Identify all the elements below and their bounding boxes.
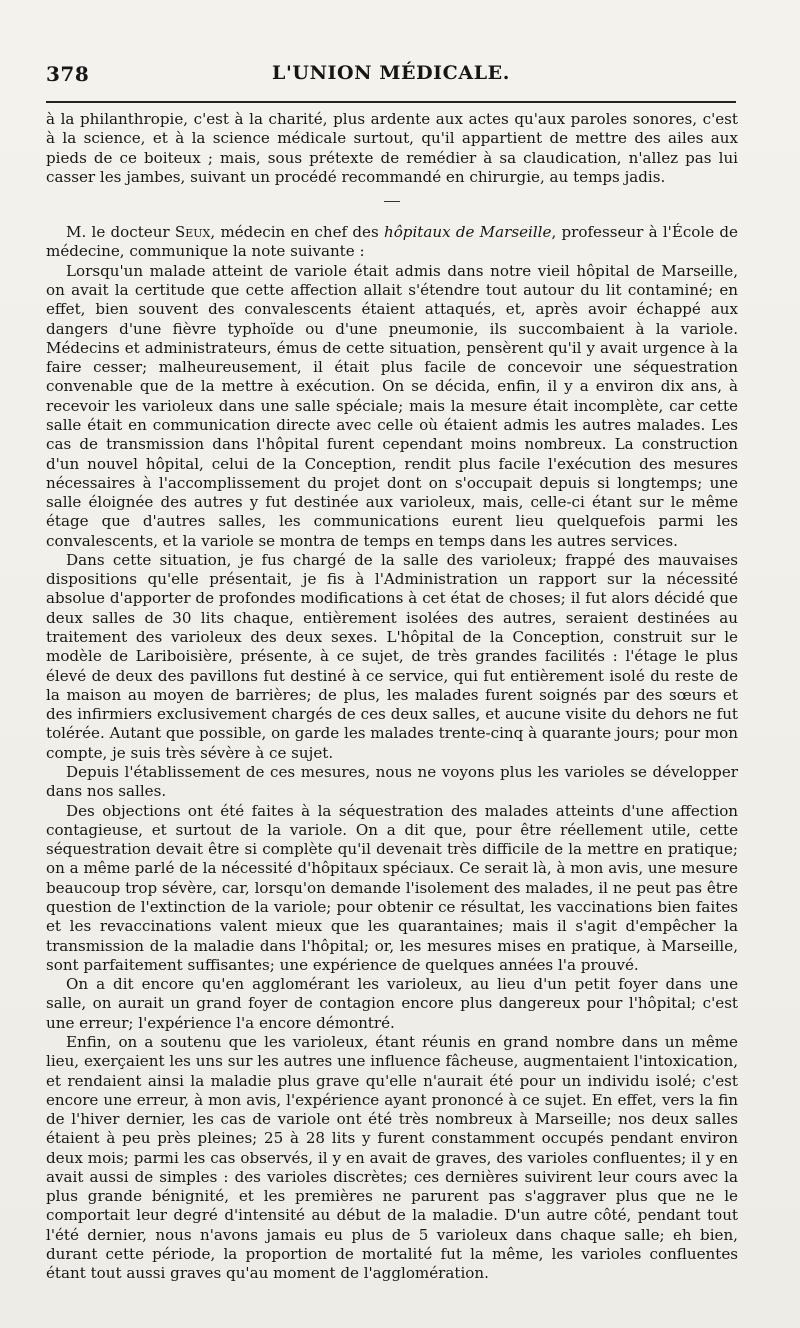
intro-paragraph: à la philanthropie, c'est à la charité, plus ardente aux actes qu'aux paroles sonores, c'est à la science, et à la science médicale surtout, qu'il appartient de mettre des ailes aux pieds de ce boiteux ; mais, sous prétexte de remédier à sa claudication, n'allez pas lui casser les jambes, suivant un procédé recommandé en chirurgie, au temps jadis. bbox=[46, 110, 738, 186]
body-paragraph: Des objections ont été faites à la séquestration des malades atteints d'une affection contagieuse, et surtout de la variole. On a dit que, pour être réellement utile, cette séquestration devait être si complète qu'il devenait très difficile de la mettre en pratique; on a même parlé de la nécessité d'hôpitaux spéciaux. Ce serait là, à mon avis, une mesure beaucoup trop sévère, car, lorsqu'on demande l'isolement des malades, il ne peut pas être question de l'extinction de la variole; pour obtenir ce résultat, les vaccinations bien faites et les revaccinations valent mieux que les quarantaines; mais il s'agit d'empêcher la transmission de la maladie dans l'hôpital; or, les mesures mises en pratique, à Marseille, sont parfaitement suffisantes; une expérience de quelques années l'a prouvé. bbox=[46, 801, 738, 974]
page-header bbox=[46, 62, 736, 92]
institution-name: hôpitaux de Marseille bbox=[383, 223, 552, 242]
lead-middle: , médecin en chef des bbox=[210, 223, 384, 242]
running-title: L'UNION MÉDICALE. bbox=[272, 62, 510, 84]
body-paragraph: Enfin, on a soutenu que les varioleux, étant réunis en grand nombre dans un même lieu, exerçaient les uns sur les autres une influence fâcheuse, augmentaient l'intoxication, et rendaient ainsi la maladie plus grave qu'elle n'aurait été pour un individu isolé; c'est encore une erreur, à mon avis, l'expérience ayant prononcé à ce sujet. En effet, vers la fin de l'hiver dernier, les cas de variole ont été très nombreux à Marseille; nos deux salles étaient à peu près pleines; 25 à 28 lits y furent constamment occupés pendant environ deux mois; parmi les cas observés, il y en avait de graves, des varioles confluentes; il y en avait aussi de simples : des varioles discrètes; ces dernières suivirent leur cours avec la plus grande bénignité, et les premières ne parurent pas s'aggraver plus que ne le comportait leur degré d'intensité au début de la maladie. D'un autre côté, pendant tout l'été dernier, nous n'avons jamais eu plus de 5 varioleux dans chaque salle; eh bien, durant cette période, la proportion de mortalité fut la même, les varioles confluentes étant tout aussi graves qu'au moment de l'agglomération. bbox=[46, 1032, 738, 1283]
section-separator bbox=[46, 195, 738, 205]
lead-paragraph bbox=[46, 223, 738, 262]
header-rule bbox=[46, 101, 736, 103]
body-paragraph: Lorsqu'un malade atteint de variole était admis dans notre vieil hôpital de Marseille, on avait la certitude que cette affection allait s'étendre tout autour du lit contaminé; en effet, bien souvent des convalescents étaient attaqués, et, après avoir échappé aux dangers d'une fièvre typhoïde ou d'une pneumonie, ils succombaient à la variole. Médecins et administrateurs, émus de cette situation, pensèrent qu'il y avait urgence à la faire cesser; malheureusement, il était plus facile de concevoir une séquestration convenable que de la mettre à exécution. On se décida, enfin, il y a environ dix ans, à recevoir les varioleux dans une salle spéciale; mais la mesure était incomplète, car cette salle était en communication directe avec celle où étaient admis les autres malades. Les cas de transmission dans l'hôpital furent cependant moins nombreux. La construction d'un nouvel hôpital, celui de la Conception, rendit plus facile l'exécution des mesures nécessaires à l'accomplissement du projet dont on s'occupait depuis si longtemps; une salle éloignée des autres y fut destinée aux varioleux, mais, celle-ci étant sur le même étage que d'autres salles, les communications eurent lieu quelquefois parmi les convalescents, et la variole se montra de temps en temps dans les autres services. bbox=[46, 261, 738, 550]
body-paragraph: Depuis l'établissement de ces mesures, nous ne voyons plus les varioles se développer dans nos salles. bbox=[46, 763, 738, 801]
author-name: Seux bbox=[174, 223, 211, 242]
page-number: 378 bbox=[46, 62, 90, 86]
body-paragraph: On a dit encore qu'en agglomérant les varioleux, au lieu d'un petit foyer dans une salle, on aurait un grand foyer de contagion encore plus dangereux pour l'hôpital; c'est une erreur; l'expérience l'a encore démontré. bbox=[46, 975, 738, 1032]
lead-prefix: M. le docteur bbox=[66, 223, 175, 242]
lead-suffix: , professeur à l'École de médecine, communique la note suivante : bbox=[46, 223, 738, 261]
article-body bbox=[46, 110, 738, 1284]
body-paragraph: Dans cette situation, je fus chargé de la salle des varioleux; frappé des mauvaises dispositions qu'elle présentait, je fis à l'Administration un rapport sur la nécessité absolue d'apporter de profondes modifications à cet état de choses; il fut alors décidé que deux salles de 30 lits chaque, entièrement isolées des autres, seraient destinées au traitement des varioleux des deux sexes. L'hôpital de la Conception, construit sur le modèle de Lariboisière, présente, à ce sujet, de très grandes facilités : l'étage le plus élevé de deux des pavillons fut destiné à ce service, qui fut entièrement isolé du reste de la maison au moyen de barrières; de plus, les malades furent soignés par des sœurs et des infirmiers exclusivement chargés de ces deux salles, et aucune visite du dehors ne fut tolérée. Autant que possible, on garde les malades trente-cinq à quarante jours; pour mon compte, je suis très sévère à ce sujet. bbox=[46, 550, 738, 762]
